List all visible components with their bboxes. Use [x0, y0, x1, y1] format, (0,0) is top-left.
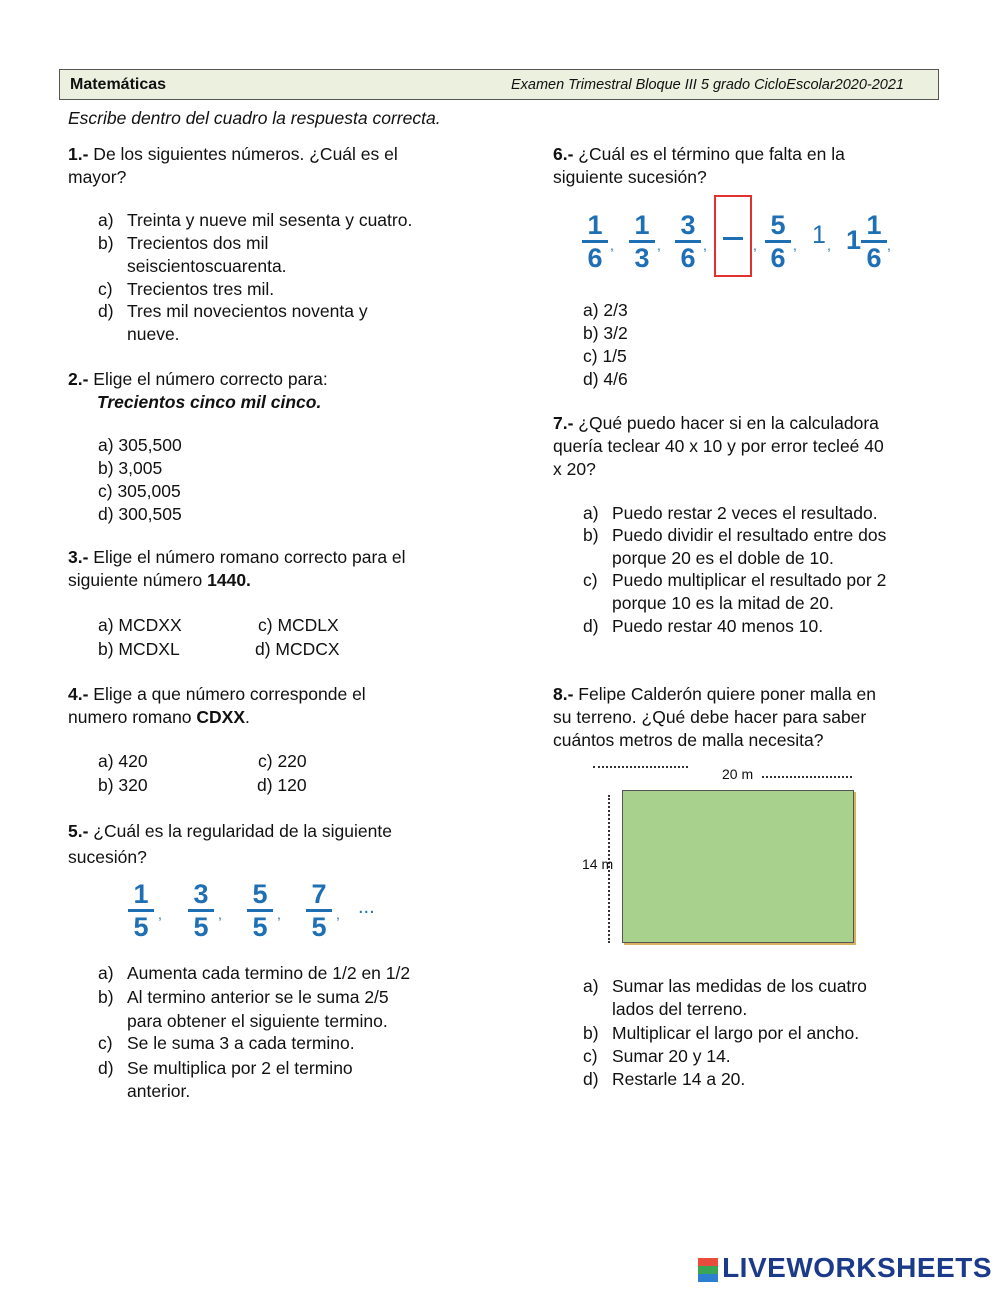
fraction: 7 5: [304, 880, 334, 941]
q2-option-c[interactable]: c) 305,005: [98, 481, 181, 501]
plot-diagram: [578, 762, 868, 952]
q3-option-d[interactable]: d) MCDCX: [255, 639, 340, 659]
q4-option-b[interactable]: b) 320: [98, 775, 148, 795]
q4-option-a[interactable]: a) 420: [98, 751, 148, 771]
q6-option-d[interactable]: d) 4/6: [583, 369, 628, 389]
mixed-whole: 1: [846, 225, 862, 255]
q3-option-c[interactable]: c) MCDLX: [258, 615, 339, 635]
fraction: 5 5: [245, 880, 275, 941]
answer-box[interactable]: [714, 195, 752, 277]
exam-header: [59, 69, 939, 100]
height-label: 14 m: [582, 856, 614, 872]
q2-option-b[interactable]: b) 3,005: [98, 458, 163, 478]
ellipsis: ...: [358, 896, 375, 918]
question-4: 4.- Elige a que número corresponde el numero romano CDXX.: [68, 684, 366, 727]
q2-option-a[interactable]: a) 305,500: [98, 435, 182, 455]
fraction: 3 6: [673, 211, 703, 272]
plot-rectangle: [622, 790, 854, 943]
fraction: 1 5: [126, 880, 156, 941]
q6-option-b[interactable]: b) 3/2: [583, 323, 628, 343]
fraction: 5 6: [763, 211, 793, 272]
fraction: 1 6: [580, 211, 610, 272]
subject-title: Matemáticas: [70, 76, 167, 93]
q5-sequence: 1 5 , 3 5 , 5 5 , 7 5 , ...: [126, 880, 386, 950]
q4-option-c[interactable]: c) 220: [258, 751, 307, 771]
liveworksheets-logo: LIVEWORKSHEETS: [698, 1252, 992, 1284]
whole-number: 1: [812, 221, 826, 249]
q3-option-a[interactable]: a) MCDXX: [98, 615, 182, 635]
fraction: 1 6: [859, 211, 889, 272]
question-6: 6.- ¿Cuál es el término que falta en la siguiente sucesión?: [553, 144, 845, 187]
fraction: 1 3: [627, 211, 657, 272]
instruction: Escribe dentro del cuadro la respuesta correcta.: [68, 108, 441, 128]
fraction: 3 5: [186, 880, 216, 941]
question-7: 7.- ¿Qué puedo hacer si en la calculadora quería teclear 40 x 10 y por error tecleé 40 x 20?: [553, 413, 884, 479]
q4-option-d[interactable]: d) 120: [257, 775, 307, 795]
q6-sequence: 1 6 , 1 3 , 3 6 , , 5 6 , 1 , 1 1 6 ,: [580, 195, 900, 280]
q6-option-a[interactable]: a) 2/3: [583, 300, 628, 320]
question-number: 1.-: [68, 144, 89, 164]
question-5: 5.- ¿Cuál es la regularidad de la siguiente sucesión?: [68, 821, 392, 867]
question-3: 3.- Elige el número romano correcto para el siguiente número 1440.: [68, 547, 406, 590]
exam-title: Examen Trimestral Bloque III 5 grado CicloEscolar2020-2021: [510, 77, 904, 93]
q3-option-b[interactable]: b) MCDXL: [98, 639, 180, 659]
question-1: 1.- De los siguientes números. ¿Cuál es el mayor?: [68, 144, 398, 187]
q2-phrase: Trecientos cinco mil cinco.: [97, 392, 322, 412]
width-label: 20 m: [722, 766, 754, 782]
q6-option-c[interactable]: c) 1/5: [583, 346, 627, 366]
q2-option-d[interactable]: d) 300,505: [98, 504, 182, 524]
question-2: 2.- Elige el número correcto para: Trecientos cinco mil cinco.: [68, 369, 328, 412]
logo-icon: [698, 1258, 718, 1282]
question-8: 8.- Felipe Calderón quiere poner malla en su terreno. ¿Qué debe hacer para saber cuántos metros de malla necesita?: [553, 684, 876, 750]
